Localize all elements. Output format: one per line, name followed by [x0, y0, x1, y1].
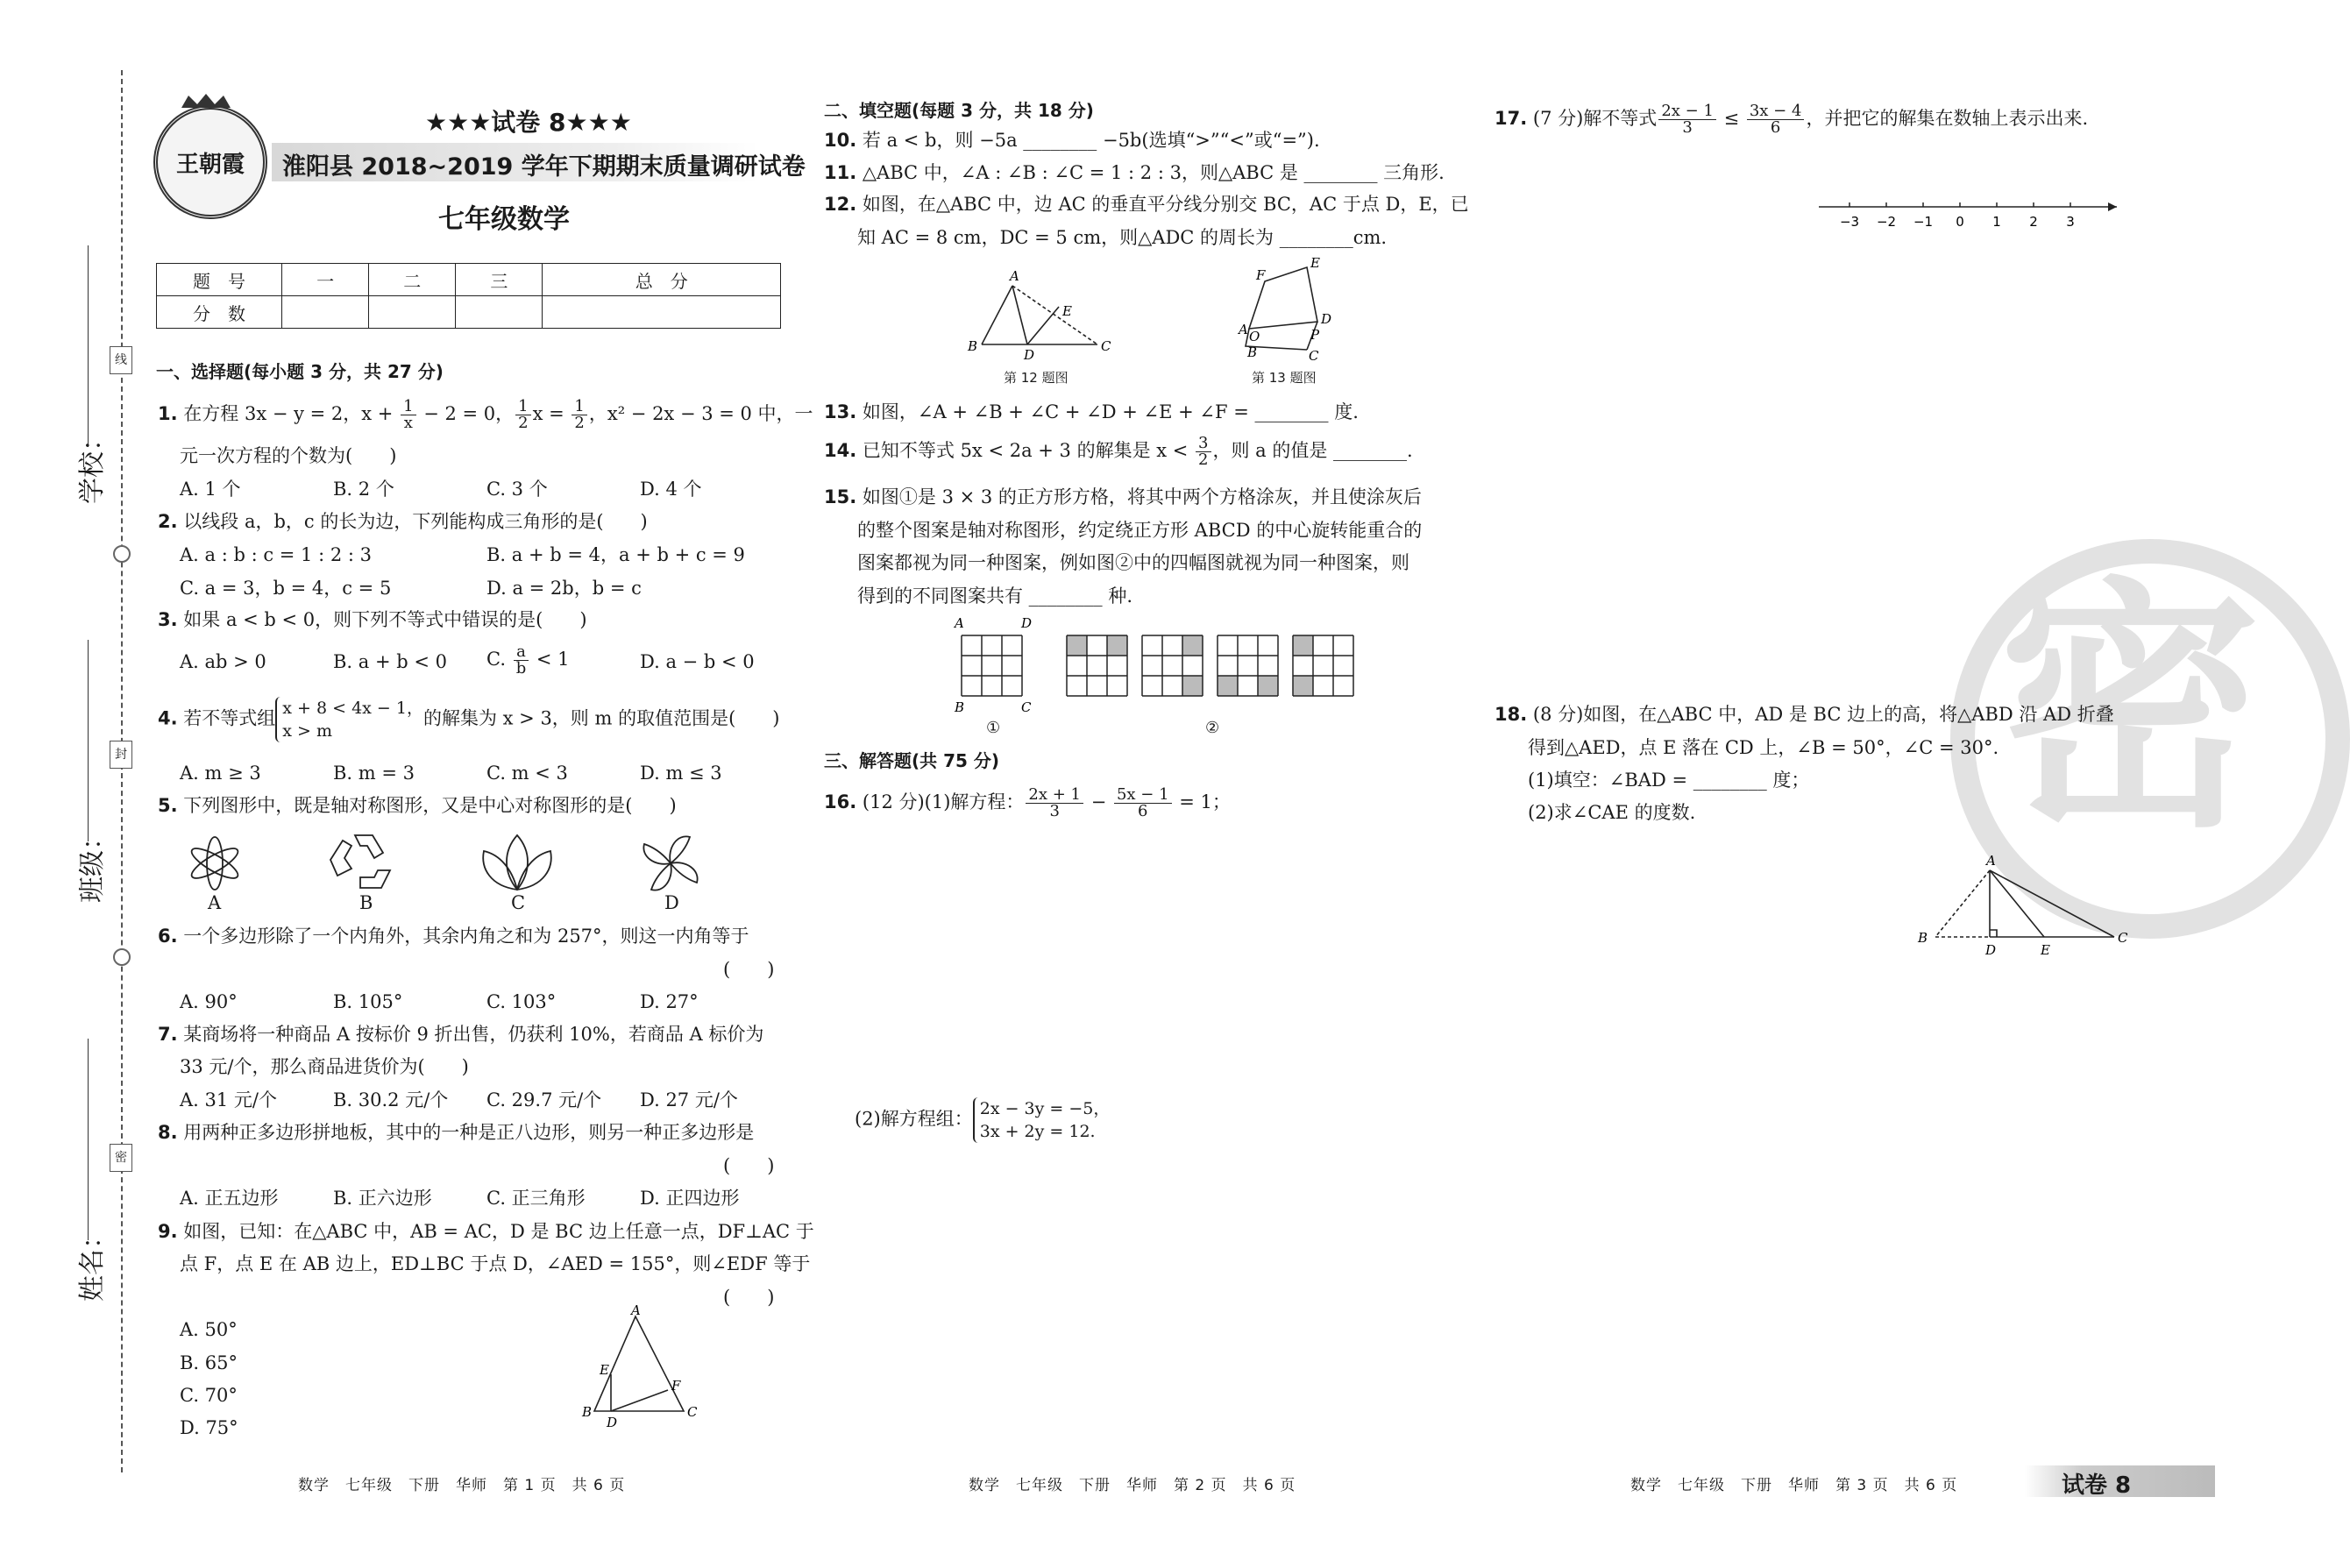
- question-17: 17. (7 分)解不等式 $\frac{2x - 1}{3}$ ≤ $\frac{3x - 4}{6}$ ，并把它的解集在数轴上表示出来.: [1494, 102, 2089, 137]
- q8-option-a[interactable]: A. 正五边形: [180, 1188, 279, 1209]
- q3-option-d[interactable]: D. a − b < 0: [640, 651, 755, 672]
- q-number: 1.: [158, 403, 178, 424]
- q9-triangle-figure: [579, 1302, 710, 1430]
- q8-option-c[interactable]: C. 正三角形: [486, 1188, 586, 1209]
- q2-option-c[interactable]: C. a = 3，b = 4，c = 5: [180, 578, 392, 599]
- q18-triangle-figure: [1911, 846, 2126, 960]
- svg-text:B: B: [582, 1404, 593, 1420]
- q4-option-a[interactable]: A. m ≥ 3: [180, 763, 261, 784]
- svg-text:E: E: [600, 1362, 609, 1378]
- q6-option-b[interactable]: B. 105°: [333, 991, 403, 1012]
- score-cell: 总 分: [543, 264, 781, 296]
- score-table: [156, 263, 781, 329]
- pinwheel-figure: [643, 836, 697, 890]
- footer-badge: 试卷 8: [2062, 1472, 2132, 1499]
- q5-figures: [175, 824, 719, 903]
- grid-corner-label: D: [1021, 615, 1033, 631]
- q4-option-c[interactable]: C. m < 3: [486, 763, 568, 784]
- q6-option-d[interactable]: D. 27°: [640, 991, 699, 1012]
- q6-option-c[interactable]: C. 103°: [486, 991, 557, 1012]
- svg-text:E: E: [1310, 255, 1320, 271]
- q-text: x =: [532, 403, 571, 424]
- school-label: 学校：: [77, 425, 108, 504]
- question-6: 6. 一个多边形除了一个内角外，其余内角之和为 257°，则这一内角等于: [158, 926, 749, 947]
- equation-system: 2x − 3y = −5， 3x + 2y = 12.: [973, 1097, 1111, 1143]
- question-10: 10. 若 a < b，则 −5a ________ −5b(选填“>”“<”或“=”).: [824, 130, 1320, 151]
- q1-option-b[interactable]: B. 2 个: [333, 479, 394, 500]
- class-label: 班级：: [77, 824, 108, 903]
- question-15-line4: 得到的不同图案共有 ________ 种.: [857, 585, 1133, 607]
- score-cell: 分 数: [157, 296, 282, 329]
- shaded-cell: [1182, 635, 1203, 656]
- seal-mark-1: 线: [110, 346, 132, 374]
- question-18-line3: (1)填空：∠BAD = ________ 度；: [1528, 770, 1810, 791]
- svg-text:A: A: [631, 1302, 641, 1318]
- fraction: $\frac{1}{2}$: [515, 399, 530, 431]
- question-12-line2: 知 AC = 8 cm，DC = 5 cm，则△ADC 的周长为 ________cm.: [857, 227, 1388, 248]
- score-cell: 三: [456, 264, 543, 296]
- seal-mark-3: 密: [110, 1144, 132, 1172]
- shaded-cell: [1293, 676, 1313, 696]
- number-line-label: −2: [1876, 214, 1897, 230]
- q-text: ，x² − 2x − 3 = 0 中，一: [588, 403, 813, 424]
- question-5: 5. 下列图形中，既是轴对称图形，又是中心对称图形的是( ): [158, 795, 677, 816]
- brand-logo: [153, 105, 267, 219]
- school-line: [88, 245, 89, 447]
- q4-option-d[interactable]: D. m ≤ 3: [640, 763, 722, 784]
- question-14: 14. 已知不等式 5x < 2a + 3 的解集是 x < $\frac{3}{2}$ ，则 a 的值是 ________.: [824, 434, 1413, 469]
- watermark-text: 密: [1999, 557, 2261, 862]
- svg-text:B: B: [1247, 344, 1258, 360]
- shaded-cell: [1218, 676, 1238, 696]
- shaded-cell: [1258, 676, 1278, 696]
- q8-answer-paren[interactable]: ( ): [723, 1155, 775, 1176]
- svg-text:C: C: [1309, 348, 1319, 364]
- q5-option-a[interactable]: A: [208, 892, 222, 913]
- q13-figure-caption: 第 13 题图: [1252, 370, 1317, 386]
- brand-logo-text: 王朝霞: [175, 151, 245, 178]
- flower-figure: [188, 837, 242, 890]
- q15-caption-2: ②: [1205, 719, 1220, 737]
- q5-option-d[interactable]: D: [664, 892, 679, 913]
- number-line-label: −3: [1839, 214, 1860, 230]
- score-input[interactable]: [369, 296, 456, 329]
- svg-text:C: C: [687, 1404, 698, 1420]
- section3-title: 三、解答题(共 75 分): [824, 750, 1000, 771]
- shaded-cell: [1067, 635, 1087, 656]
- svg-text:O: O: [1249, 329, 1260, 344]
- q8-option-d[interactable]: D. 正四边形: [640, 1188, 740, 1209]
- shaded-cell: [1293, 635, 1313, 656]
- question-8: 8. 用两种正多边形拼地板，其中的一种是正八边形，则另一种正多边形是: [158, 1122, 755, 1143]
- question-16-part2: (2)解方程组： 2x − 3y = −5， 3x + 2y = 12.: [855, 1099, 1111, 1141]
- q9-option-d[interactable]: D. 75°: [180, 1417, 238, 1438]
- q5-option-c[interactable]: C: [511, 892, 526, 913]
- score-cell: 题 号: [157, 264, 282, 296]
- seal-mark-2: 封: [110, 741, 132, 769]
- q4-option-b[interactable]: B. m = 3: [333, 763, 415, 784]
- section1-title: 一、选择题(每小题 3 分，共 27 分): [156, 361, 444, 382]
- q-text: 在方程 3x − y = 2，x +: [183, 403, 400, 424]
- footer-page-3: 数学 七年级 下册 华师 第 3 页 共 6 页: [1630, 1477, 1958, 1494]
- question-4: 4. 若不等式组 x + 8 < 4x − 1， x > m 的解集为 x > 3，则 m 的取值范围是( ): [158, 699, 780, 741]
- q12-figure-caption: 第 12 题图: [1004, 370, 1069, 386]
- grid-corner-label: B: [955, 699, 965, 715]
- question-7: 7. 某商场将一种商品 A 按标价 9 折出售，仍获利 10%，若商品 A 标价为: [158, 1024, 764, 1045]
- footer-page-2: 数学 七年级 下册 华师 第 2 页 共 6 页: [969, 1477, 1296, 1494]
- question-18-line2: 得到△AED，点 E 落在 CD 上，∠B = 50°，∠C = 30°.: [1528, 737, 1999, 758]
- shaded-cell: [1107, 635, 1127, 656]
- section2-title: 二、填空题(每题 3 分，共 18 分): [824, 100, 1094, 121]
- q1-option-a[interactable]: A. 1 个: [180, 479, 241, 500]
- question-3: 3. 如果 a < b < 0，则下列不等式中错误的是( ): [158, 609, 587, 630]
- fraction: $\frac{1}{x}$: [401, 399, 415, 431]
- score-row-headers: [157, 264, 781, 296]
- question-2: 2. 以线段 a，b，c 的长为边，下列能构成三角形的是( ): [158, 511, 648, 532]
- shaded-cell: [1182, 676, 1203, 696]
- question-11: 11. △ABC 中，∠A : ∠B : ∠C = 1 : 2 : 3，则△ABC 是 ________ 三角形.: [824, 162, 1445, 183]
- q7-option-a[interactable]: A. 31 元/个: [180, 1089, 277, 1110]
- question-13: 13. 如图，∠A + ∠B + ∠C + ∠D + ∠E + ∠F = ________ 度.: [824, 401, 1359, 422]
- svg-text:B: B: [1918, 930, 1928, 946]
- score-row-values: [157, 296, 781, 329]
- q1-option-c[interactable]: C. 3 个: [486, 479, 548, 500]
- q13-figure: [1223, 255, 1345, 364]
- svg-text:E: E: [2041, 942, 2050, 958]
- question-12: 12. 如图，在△ABC 中，边 AC 的垂直平分线分别交 BC，AC 于点 D，E，已: [824, 194, 1469, 215]
- question-18: 18. (8 分)如图，在△ABC 中，AD 是 BC 边上的高，将△ABD 沿 AD 折叠: [1494, 704, 2114, 725]
- q-text: − 2 = 0，: [417, 403, 515, 424]
- q9-option-b[interactable]: B. 65°: [180, 1352, 238, 1373]
- score-cell: 一: [282, 264, 369, 296]
- q8-option-b[interactable]: B. 正六边形: [333, 1188, 432, 1209]
- q7-option-c[interactable]: C. 29.7 元/个: [486, 1089, 602, 1110]
- number-line-label: 3: [2066, 214, 2075, 230]
- question-15-line3: 图案都视为同一种图案，例如图②中的四幅图就视为同一种图案，则: [857, 552, 1409, 573]
- score-cell: 二: [369, 264, 456, 296]
- question-7-line2: 33 元/个，那么商品进货价为( ): [180, 1056, 469, 1077]
- score-input[interactable]: [282, 296, 369, 329]
- question-1: [158, 399, 813, 431]
- q9-answer-paren[interactable]: ( ): [723, 1287, 775, 1308]
- svg-text:A: A: [1986, 853, 1996, 869]
- q6-option-a[interactable]: A. 90°: [180, 991, 238, 1012]
- exam-title: 淮阳县 2018~2019 学年下期期末质量调研试卷: [282, 153, 806, 181]
- q9-option-a[interactable]: A. 50°: [180, 1319, 238, 1340]
- svg-text:B: B: [968, 338, 978, 354]
- q7-option-b[interactable]: B. 30.2 元/个: [333, 1089, 449, 1110]
- question-15: 15. 如图①是 3 × 3 的正方形方格，将其中两个方格涂灰，并且使涂灰后: [824, 486, 1422, 507]
- number-line-label: 2: [2029, 214, 2038, 230]
- number-line-label: −1: [1913, 214, 1934, 230]
- subject-title: 七年级数学: [438, 204, 570, 235]
- question-16: 16. (12 分)(1)解方程： $\frac{2x + 1}{3}$ − $\frac{5x - 1}{6}$ = 1；: [824, 785, 1231, 820]
- score-input[interactable]: [456, 296, 543, 329]
- number-line-label: 0: [1956, 214, 1964, 230]
- q15-caption-1: ①: [986, 719, 1001, 737]
- svg-text:C: C: [1101, 338, 1111, 354]
- svg-text:P: P: [1310, 327, 1320, 343]
- grid-corner-label: C: [1021, 699, 1032, 715]
- svg-text:D: D: [1985, 942, 1997, 958]
- q5-option-b[interactable]: B: [359, 892, 373, 913]
- svg-text:F: F: [1256, 267, 1266, 283]
- name-line: [88, 1039, 89, 1240]
- svg-text:D: D: [1321, 311, 1332, 327]
- seal-dot-1: [113, 545, 131, 563]
- name-label: 姓名：: [77, 1223, 108, 1302]
- recycle-figure: [330, 835, 390, 888]
- svg-text:D: D: [607, 1415, 618, 1430]
- question-9: 9. 如图，已知：在△ABC 中，AB = AC，D 是 BC 边上任意一点，DF⊥AC 于: [158, 1221, 814, 1242]
- fraction: $\frac{1}{2}$: [572, 399, 586, 431]
- q2-option-a[interactable]: A. a : b : c = 1 : 2 : 3: [180, 544, 372, 565]
- q3-option-c[interactable]: C. $\frac{a}{b}$ < 1: [486, 642, 570, 678]
- question-15-line2: 的整个图案是轴对称图形，约定绕正方形 ABCD 的中心旋转能重合的: [857, 520, 1423, 541]
- q3-option-b[interactable]: B. a + b < 0: [333, 651, 447, 672]
- q9-option-c[interactable]: C. 70°: [180, 1385, 238, 1406]
- seal-dot-2: [113, 948, 131, 966]
- svg-text:E: E: [1062, 303, 1072, 319]
- question-9-line2: 点 F，点 E 在 AB 边上，ED⊥BC 于点 D，∠AED = 155°，则∠EDF 等于: [180, 1253, 811, 1274]
- svg-text:F: F: [671, 1378, 681, 1394]
- number-line: [1819, 193, 2126, 237]
- question-18-line4: (2)求∠CAE 的度数.: [1528, 802, 1696, 823]
- crown-icon: [180, 92, 232, 110]
- class-line: [88, 640, 89, 841]
- q3-option-a[interactable]: A. ab > 0: [180, 651, 266, 672]
- q6-answer-paren[interactable]: ( ): [723, 959, 775, 980]
- number-line-label: 1: [1992, 214, 2001, 230]
- lotus-figure: [483, 835, 550, 890]
- footer-page-1: 数学 七年级 下册 华师 第 1 页 共 6 页: [298, 1477, 626, 1494]
- score-input[interactable]: [543, 296, 781, 329]
- inequality-system: x + 8 < 4x − 1， x > m: [275, 697, 423, 742]
- q12-figure: [964, 263, 1113, 363]
- svg-text:D: D: [1024, 347, 1035, 363]
- q15-grid-figure: [951, 614, 1372, 723]
- exam-number: ★★★试卷 8★★★: [425, 108, 632, 137]
- question-1-line2: 元一次方程的个数为( ): [180, 445, 397, 466]
- svg-text:A: A: [1010, 268, 1019, 284]
- seal-line: [121, 70, 123, 1472]
- svg-text:C: C: [2118, 930, 2128, 946]
- q2-option-b[interactable]: B. a + b = 4，a + b + c = 9: [486, 544, 745, 565]
- q1-option-d[interactable]: D. 4 个: [640, 479, 702, 500]
- svg-text:A: A: [1239, 322, 1248, 337]
- q2-option-d[interactable]: D. a = 2b，b = c: [486, 578, 642, 599]
- grid-corner-label: A: [955, 615, 964, 631]
- q7-option-d[interactable]: D. 27 元/个: [640, 1089, 738, 1110]
